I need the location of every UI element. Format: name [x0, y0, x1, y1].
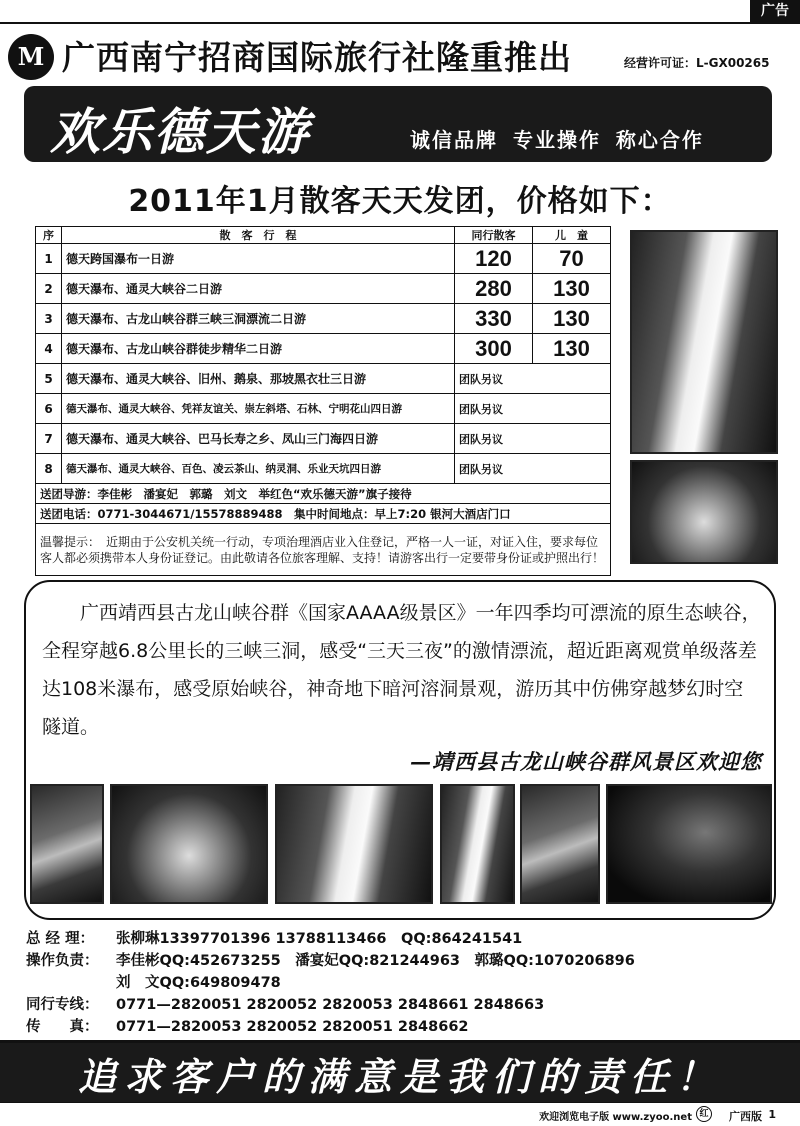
contact-label: 总 经 理： — [26, 931, 95, 947]
row-no: 5 — [36, 364, 62, 394]
scenery-photo-underground-river — [606, 784, 772, 904]
contact-label: 同行专线： — [26, 997, 99, 1013]
phone-meeting-info: 送团电话：0771-3044671/15578889488 集中时间地点：早上7:20 银河大酒店门口 — [36, 504, 611, 524]
row-route: 德天瀑布、通灵大峡谷、凭祥友谊关、崇左斜塔、石林、宁明花山四日游 — [62, 394, 455, 424]
table-row — [36, 454, 611, 484]
scenery-photo-waterfall — [440, 784, 515, 904]
row-route: 德天跨国瀑布一日游 — [62, 244, 455, 274]
row-route: 德天瀑布、古龙山峡谷群三峡三洞漂流二日游 — [62, 304, 455, 334]
footer-website[interactable]: 欢迎浏览电子版 www.zyoo.net — [539, 1112, 692, 1123]
row-route: 德天瀑布、通灵大峡谷、巴马长寿之乡、凤山三门海四日游 — [62, 424, 455, 454]
notice-row — [36, 524, 611, 576]
scenery-photo-forest — [30, 784, 104, 904]
table-row — [36, 334, 611, 364]
contact-row — [26, 994, 786, 1016]
rafting-photo — [630, 460, 778, 564]
contact-label: 传 真： — [26, 1019, 99, 1035]
table-row — [36, 274, 611, 304]
table-row — [36, 304, 611, 334]
banner-title: 欢乐德天游 — [50, 102, 310, 161]
edition-badge-icon: 红 — [696, 1106, 712, 1122]
contact-value: 刘 文QQ:649809478 — [116, 975, 281, 991]
scenery-photo-cave-waterfall — [275, 784, 433, 904]
contact-value: 0771—2820051 2820052 2820053 2848661 2848663 — [116, 997, 545, 1013]
footer-divider — [0, 1102, 800, 1103]
table-header-row — [36, 227, 611, 244]
row-route: 德天瀑布、通灵大峡谷二日游 — [62, 274, 455, 304]
guides-info: 送团导游：李佳彬 潘宴妃 郭璐 刘文 举红色“欢乐德天游”旗子接待 — [36, 484, 611, 504]
row-no: 7 — [36, 424, 62, 454]
price-headline: 2011年1月散客天天发团，价格如下： — [128, 184, 672, 219]
top-divider — [0, 22, 800, 24]
phone-row — [36, 504, 611, 524]
contact-label — [26, 972, 116, 994]
contact-value: 张柳琳13397701396 13788113466 QQ:864241541 — [116, 931, 523, 947]
row-no: 6 — [36, 394, 62, 424]
guides-row — [36, 484, 611, 504]
ad-tag: 广告 — [750, 0, 800, 22]
col-adult-header: 同行散客 — [455, 227, 533, 244]
row-no: 1 — [36, 244, 62, 274]
row-note: 团队另议 — [455, 424, 611, 454]
footer-edition: 广西版 — [729, 1110, 762, 1123]
notice-text: 温馨提示： 近期由于公安机关统一行动，专项治理酒店业入住登记，严格一人一证，对证入住，要求每位客人都必须携带本人身份证登记。由此敬请各位旅客理解、支持！请游客出行一定要带身份证或护照出行！ — [36, 524, 611, 576]
article-signature: —靖西县古龙山峡谷群风景区欢迎您 — [410, 749, 762, 774]
row-adult-price: 120 — [455, 244, 533, 274]
contact-row — [26, 1016, 786, 1038]
motto-text: 追求客户的满意是我们的责任！ — [77, 1054, 722, 1099]
contact-row — [26, 950, 786, 972]
row-child-price: 130 — [533, 304, 611, 334]
scenery-photo-rafting — [110, 784, 268, 904]
contacts-block — [26, 928, 786, 1038]
row-no: 2 — [36, 274, 62, 304]
license-number: 经营许可证：L-GX00265 — [624, 56, 770, 70]
col-child-header: 儿 童 — [533, 227, 611, 244]
row-child-price: 130 — [533, 334, 611, 364]
company-name: 广西南宁招商国际旅行社隆重推出 — [62, 38, 572, 77]
table-row — [36, 394, 611, 424]
row-route: 德天瀑布、通灵大峡谷、旧州、鹅泉、那坡黑衣壮三日游 — [62, 364, 455, 394]
company-logo-icon: M — [8, 34, 54, 80]
table-row — [36, 244, 611, 274]
contact-row — [26, 928, 786, 950]
contact-label: 操作负责： — [26, 953, 99, 969]
page-number: 1 — [768, 1108, 776, 1121]
contact-value: 李佳彬QQ:452673255 潘宴妃QQ:821244963 郭璐QQ:1070206896 — [116, 953, 635, 969]
row-no: 8 — [36, 454, 62, 484]
row-no: 3 — [36, 304, 62, 334]
row-note: 团队另议 — [455, 454, 611, 484]
contact-row — [26, 972, 786, 994]
row-adult-price: 330 — [455, 304, 533, 334]
price-table — [35, 226, 611, 576]
col-no-header: 序 — [36, 227, 62, 244]
row-route: 德天瀑布、通灵大峡谷、百色、凌云茶山、纳灵洞、乐业天坑四日游 — [62, 454, 455, 484]
scenery-photo-visitors — [520, 784, 600, 904]
table-row — [36, 364, 611, 394]
row-note: 团队另议 — [455, 364, 611, 394]
row-adult-price: 280 — [455, 274, 533, 304]
row-adult-price: 300 — [455, 334, 533, 364]
col-route-header: 散 客 行 程 — [62, 227, 455, 244]
row-no: 4 — [36, 334, 62, 364]
row-child-price: 70 — [533, 244, 611, 274]
row-note: 团队另议 — [455, 394, 611, 424]
article-body: 广西靖西县古龙山峡谷群《国家AAAA级景区》一年四季均可漂流的原生态峡谷，全程穿越6.8公里长的三峡三洞，感受“三天三夜”的激情漂流，超近距离观赏单级落差达108米瀑布，感受原始峡谷，神奇地下暗河溶洞景观，游历其中仿佛穿越梦幻时空隧道。 — [42, 602, 761, 738]
table-row — [36, 424, 611, 454]
contact-value: 0771—2820053 2820052 2820051 2848662 — [116, 1019, 469, 1035]
row-route: 德天瀑布、古龙山峡谷群徒步精华二日游 — [62, 334, 455, 364]
banner-slogan: 诚信品牌 专业操作 称心合作 — [410, 128, 704, 152]
row-child-price: 130 — [533, 274, 611, 304]
waterfall-photo — [630, 230, 778, 454]
